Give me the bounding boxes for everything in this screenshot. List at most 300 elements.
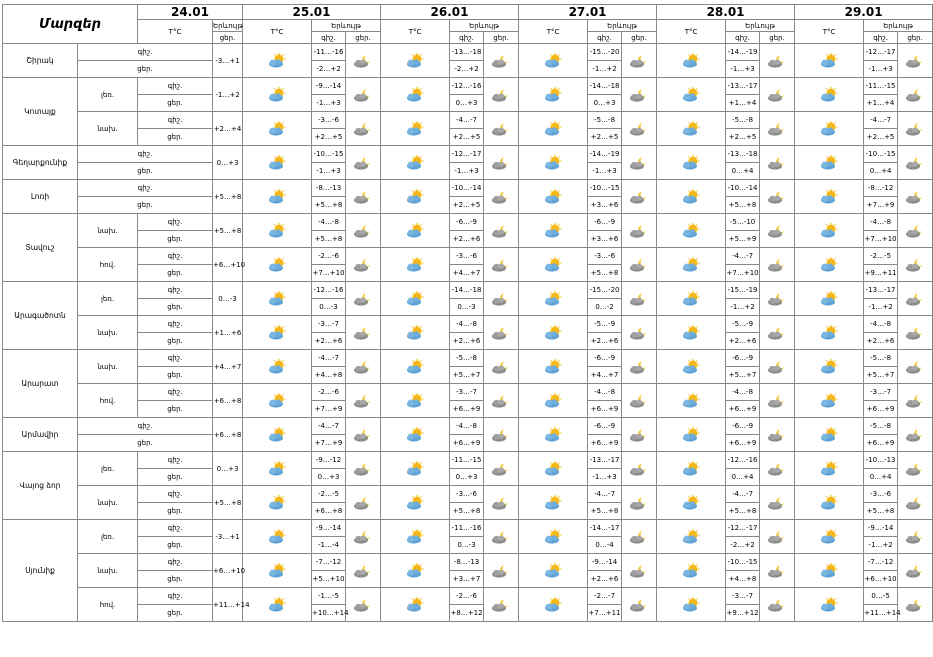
temperature-value: -12…-17 [864,44,898,61]
temperature-value: +2…+5 [864,129,898,146]
sun-cloud-icon [243,418,312,452]
temperature-value: 0…-3 [450,299,484,316]
temperature-value: -6…-9 [726,418,760,435]
moon-cloud-icon [898,44,933,78]
temperature-value: -10…-14 [450,180,484,197]
day-label: ցեր. [78,435,213,452]
temperature-value: 0…-3 [312,299,346,316]
table-row [3,146,933,163]
moon-cloud-icon [622,282,657,316]
temperature-value: -3…-7 [864,384,898,401]
temperature-value: +1…+6 [213,316,243,350]
moon-cloud-icon [622,384,657,418]
temperature-value: -5…-8 [726,112,760,129]
moon-cloud-icon [346,248,381,282]
temperature-value: 0…-4 [588,537,622,554]
night-label: գիշ. [138,78,213,95]
temperature-header: T°C [243,20,312,44]
temperature-value: -2…-6 [312,384,346,401]
temperature-value: -3…-6 [450,248,484,265]
moon-cloud-icon [346,112,381,146]
moon-cloud-icon [898,282,933,316]
sun-cloud-icon [519,316,588,350]
temperature-value: -3…-7 [450,384,484,401]
forecast-table [2,4,933,622]
temperature-value: +5…+7 [864,367,898,384]
temperature-value: -4…-8 [588,384,622,401]
sun-cloud-icon [795,588,864,622]
temperature-value: 0…+3 [450,95,484,112]
night-label: գիշ. [78,418,213,435]
table-row [3,418,933,435]
temperature-value: -5…-8 [864,350,898,367]
temperature-value: -4…-8 [450,316,484,333]
temperature-value: -9…-14 [588,554,622,571]
moon-cloud-icon [760,146,795,180]
sun-cloud-icon [243,486,312,520]
sun-cloud-icon [657,384,726,418]
temperature-value: -8…-13 [450,554,484,571]
moon-cloud-icon [622,214,657,248]
moon-cloud-icon [760,214,795,248]
sun-cloud-icon [795,520,864,554]
moon-cloud-icon [484,486,519,520]
subzone-label: նախ. [78,316,138,350]
sun-cloud-icon [795,554,864,588]
temperature-value: -14…-18 [450,282,484,299]
sun-cloud-icon [519,418,588,452]
sun-cloud-icon [657,418,726,452]
moon-cloud-icon [346,44,381,78]
temperature-value: 0…+4 [726,163,760,180]
moon-cloud-icon [346,180,381,214]
subzone-label: նախ. [78,554,138,588]
temperature-value: -15…-20 [588,282,622,299]
moon-cloud-icon [346,282,381,316]
temperature-value: -10…-13 [864,452,898,469]
temperature-value: -1…+2 [588,61,622,78]
temperature-value: +5…+8 [588,265,622,282]
subzone-label: նախ. [78,112,138,146]
night-label: գիշ. [138,520,213,537]
temperature-value: +2…+6 [588,333,622,350]
region-name: Վայոց ձոր [3,452,78,520]
temperature-value: +6…+10 [213,554,243,588]
region-name: Կոտայք [3,78,78,146]
sun-cloud-icon [381,282,450,316]
temperature-value: -10…-15 [588,180,622,197]
temperature-value: 0…-2 [588,299,622,316]
sun-cloud-icon [519,214,588,248]
temperature-value: 0…-3 [213,282,243,316]
sun-cloud-icon [381,520,450,554]
temperature-value: -10…-15 [864,146,898,163]
moon-cloud-icon [760,520,795,554]
temperature-value: +2…+6 [450,231,484,248]
sun-cloud-icon [519,350,588,384]
moon-cloud-icon [760,282,795,316]
date-header: 27.01 [519,5,657,20]
day-label: ցեր. [78,61,213,78]
moon-cloud-icon [484,452,519,486]
temperature-value: +7…+10 [726,265,760,282]
temperature-value: -6…-9 [588,350,622,367]
temperature-value: -5…-8 [864,418,898,435]
moon-cloud-icon [622,44,657,78]
sun-cloud-icon [657,214,726,248]
moon-cloud-icon [898,384,933,418]
day-label: ցեր. [138,95,213,112]
temperature-value: -10…-15 [312,146,346,163]
temperature-value: +3…+6 [588,197,622,214]
sun-cloud-icon [381,452,450,486]
temperature-value: +5…+7 [726,367,760,384]
day-subheader: ցեր. [346,32,381,44]
temperature-value: -4…-8 [450,418,484,435]
subzone-label: նախ. [78,486,138,520]
day-label: ցեր. [138,333,213,350]
temperature-value: +5…+8 [213,214,243,248]
table-row [3,486,933,503]
weather-header: Երևույթ [864,20,933,32]
sun-cloud-icon [519,146,588,180]
temperature-value: +6…+9 [450,401,484,418]
temperature-value: -6…-9 [450,214,484,231]
night-subheader: գիշ. [312,32,346,44]
moon-cloud-icon [484,554,519,588]
subzone-label: լեռ. [78,78,138,112]
moon-cloud-icon [346,418,381,452]
temperature-value: -14…-19 [588,146,622,163]
temperature-value: -1…-4 [312,537,346,554]
temperature-value: +11…+14 [864,605,898,622]
page-title: Մարզեր [3,5,138,44]
temperature-value: +8…+12 [450,605,484,622]
sun-cloud-icon [381,146,450,180]
temperature-value: +2…+6 [726,333,760,350]
night-subheader: գիշ. [450,32,484,44]
sun-cloud-icon [657,520,726,554]
temperature-value: -1…+2 [726,299,760,316]
table-row [3,78,933,95]
subzone-label: նախ. [78,214,138,248]
temperature-value: -13…-18 [726,146,760,163]
night-label: գիշ. [78,146,213,163]
sun-cloud-icon [657,486,726,520]
temperature-value: +4…+8 [312,367,346,384]
temperature-value: +2…+6 [312,333,346,350]
temperature-value: +6…+10 [213,248,243,282]
temperature-value: +6…+8 [312,503,346,520]
temperature-value: -9…-14 [312,78,346,95]
sun-cloud-icon [657,452,726,486]
sun-cloud-icon [381,44,450,78]
sun-cloud-icon [795,384,864,418]
sun-cloud-icon [381,384,450,418]
sun-cloud-icon [381,112,450,146]
temperature-value: -4…-7 [864,112,898,129]
sun-cloud-icon [243,44,312,78]
temperature-value: -4…-7 [450,112,484,129]
temperature-value: +2…+5 [726,129,760,146]
region-name: Շիրակ [3,44,78,78]
temperature-value: +7…+10 [312,265,346,282]
table-row [3,180,933,197]
sun-cloud-icon [381,248,450,282]
day-label: ցեր. [138,605,213,622]
table-row [3,282,933,299]
weather-header: Երևույթ [312,20,381,32]
temperature-value: -1…+2 [864,537,898,554]
temperature-value: -1…+3 [864,61,898,78]
temperature-value: +9…+12 [726,605,760,622]
temperature-value: +5…+8 [312,197,346,214]
moon-cloud-icon [760,44,795,78]
weather-header: Երևույթ [450,20,519,32]
temperature-value: -3…-6 [588,248,622,265]
night-label: գիշ. [138,384,213,401]
night-label: գիշ. [138,350,213,367]
moon-cloud-icon [898,554,933,588]
temperature-value: -12…-16 [450,78,484,95]
sun-cloud-icon [381,554,450,588]
night-label: գիշ. [78,44,213,61]
temperature-value: -2…-5 [864,248,898,265]
night-label: գիշ. [138,248,213,265]
date-header: 25.01 [243,5,381,20]
temperature-header: T°C [381,20,450,44]
temperature-value: 0…+3 [312,469,346,486]
temperature-value: -2…-6 [450,588,484,605]
night-label: գիշ. [138,486,213,503]
temperature-value: +4…+7 [213,350,243,384]
temperature-value: 0…+4 [864,469,898,486]
sun-cloud-icon [243,384,312,418]
region-name: Սյունիք [3,520,78,622]
subzone-label: հով. [78,248,138,282]
temperature-value: +5…+8 [312,231,346,248]
moon-cloud-icon [346,486,381,520]
temperature-value: +10…+14 [312,605,346,622]
temperature-value: +2…+4 [213,112,243,146]
moon-cloud-icon [622,112,657,146]
temperature-value: -1…+3 [312,163,346,180]
moon-cloud-icon [484,520,519,554]
sun-cloud-icon [381,316,450,350]
temperature-value: +6…+9 [726,435,760,452]
moon-cloud-icon [760,452,795,486]
sun-cloud-icon [795,180,864,214]
moon-cloud-icon [622,78,657,112]
sun-cloud-icon [657,316,726,350]
temperature-value: 0…-3 [450,537,484,554]
temperature-value: +1…+4 [726,95,760,112]
sun-cloud-icon [657,78,726,112]
sun-cloud-icon [795,282,864,316]
temperature-value: -4…-8 [312,214,346,231]
temperature-value: +6…+9 [864,435,898,452]
moon-cloud-icon [622,452,657,486]
moon-cloud-icon [622,316,657,350]
temperature-value: -2…+2 [726,537,760,554]
temperature-value: 0…+3 [588,95,622,112]
sun-cloud-icon [243,248,312,282]
moon-cloud-icon [760,180,795,214]
date-header: 24.01 [138,5,243,20]
subzone-label: նախ. [78,350,138,384]
day-subheader: ցեր. [760,32,795,44]
moon-cloud-icon [484,588,519,622]
temperature-value: -1…+3 [588,163,622,180]
moon-cloud-icon [622,248,657,282]
sun-cloud-icon [657,282,726,316]
sun-cloud-icon [519,112,588,146]
temperature-value: -1…+3 [312,95,346,112]
temperature-value: +6…+9 [588,401,622,418]
sun-cloud-icon [243,588,312,622]
table-row [3,452,933,469]
moon-cloud-icon [898,214,933,248]
sun-cloud-icon [381,486,450,520]
sun-cloud-icon [243,282,312,316]
temperature-value: -14…-17 [588,520,622,537]
region-name: Արագածոտն [3,282,78,350]
moon-cloud-icon [484,78,519,112]
weather-header: Երևույթ [588,20,657,32]
temperature-value: +5…+8 [450,503,484,520]
moon-cloud-icon [622,486,657,520]
moon-cloud-icon [346,588,381,622]
moon-cloud-icon [760,384,795,418]
region-name: Լոռի [3,180,78,214]
day-label: ցեր. [78,163,213,180]
temperature-value: -2…+2 [450,61,484,78]
moon-cloud-icon [484,248,519,282]
sun-cloud-icon [519,554,588,588]
sun-cloud-icon [795,78,864,112]
night-subheader: գիշ. [864,32,898,44]
temperature-value: 0…+4 [726,469,760,486]
day-label: ցեր. [138,265,213,282]
temperature-header: T°C [519,20,588,44]
sun-cloud-icon [657,588,726,622]
table-row [3,214,933,231]
temperature-value: -13…-18 [450,44,484,61]
moon-cloud-icon [898,180,933,214]
temperature-value: -7…-12 [312,554,346,571]
table-row [3,248,933,265]
temperature-value: -2…+2 [312,61,346,78]
sun-cloud-icon [795,214,864,248]
day-label: ցեր. [138,367,213,384]
night-label: գիշ. [138,554,213,571]
moon-cloud-icon [346,316,381,350]
temperature-value: -4…-7 [726,248,760,265]
temperature-value: -4…-8 [726,384,760,401]
night-subheader: գիշ. [588,32,622,44]
temperature-value: +2…+5 [450,129,484,146]
temperature-value: -3…-7 [726,588,760,605]
sun-cloud-icon [795,486,864,520]
temperature-value: -14…-18 [588,78,622,95]
moon-cloud-icon [622,146,657,180]
temperature-value: +7…+9 [864,197,898,214]
temperature-value: +5…+8 [864,503,898,520]
moon-cloud-icon [898,112,933,146]
temperature-value: 0…+3 [213,146,243,180]
temperature-value: -13…-17 [588,452,622,469]
sun-cloud-icon [519,180,588,214]
moon-cloud-icon [622,180,657,214]
sun-cloud-icon [519,588,588,622]
temperature-value: +7…+9 [312,401,346,418]
moon-cloud-icon [346,452,381,486]
temperature-value: -3…+1 [213,44,243,78]
temperature-value: -4…-7 [726,486,760,503]
temperature-value: +4…+7 [450,265,484,282]
temperature-header: T°C [138,20,213,44]
temperature-value: -9…-12 [312,452,346,469]
temperature-value: -4…-7 [312,350,346,367]
table-row [3,554,933,571]
moon-cloud-icon [898,588,933,622]
temperature-value: +5…+7 [450,367,484,384]
moon-cloud-icon [484,350,519,384]
day-label: ցեր. [138,469,213,486]
region-name: Արմավիր [3,418,78,452]
moon-cloud-icon [898,350,933,384]
sun-cloud-icon [243,520,312,554]
temperature-value: +5…+8 [213,486,243,520]
temperature-value: -5…-9 [726,316,760,333]
temperature-value: 0…+3 [450,469,484,486]
night-label: գիշ. [138,452,213,469]
temperature-value: +6…+8 [213,418,243,452]
day-label: ցեր. [78,197,213,214]
night-label: գիշ. [138,214,213,231]
temperature-value: +11…+14 [213,588,243,622]
region-name: Գեղարքունիք [3,146,78,180]
temperature-value: -12…-17 [450,146,484,163]
temperature-value: +5…+8 [726,197,760,214]
day-label: ցեր. [138,503,213,520]
sun-cloud-icon [657,146,726,180]
weather-header: Երևույթ [726,20,795,32]
moon-cloud-icon [760,78,795,112]
temperature-value: +2…+5 [312,129,346,146]
temperature-value: +4…+8 [726,571,760,588]
moon-cloud-icon [898,78,933,112]
temperature-value: +5…+10 [312,571,346,588]
temperature-value: +1…+4 [864,95,898,112]
temperature-value: -3…-6 [450,486,484,503]
sun-cloud-icon [243,78,312,112]
temperature-value: +7…+10 [864,231,898,248]
weather-header: Երևույթ [213,21,243,30]
temperature-value: -2…-6 [312,248,346,265]
temperature-header: T°C [657,20,726,44]
sun-cloud-icon [795,350,864,384]
sun-cloud-icon [795,146,864,180]
moon-cloud-icon [484,180,519,214]
moon-cloud-icon [760,554,795,588]
temperature-value: +3…+7 [450,571,484,588]
temperature-value: -12…-16 [726,452,760,469]
temperature-value: -8…-12 [864,180,898,197]
day-subheader: ցեր. [213,32,243,44]
temperature-value: -2…-7 [588,588,622,605]
night-label: գիշ. [138,112,213,129]
